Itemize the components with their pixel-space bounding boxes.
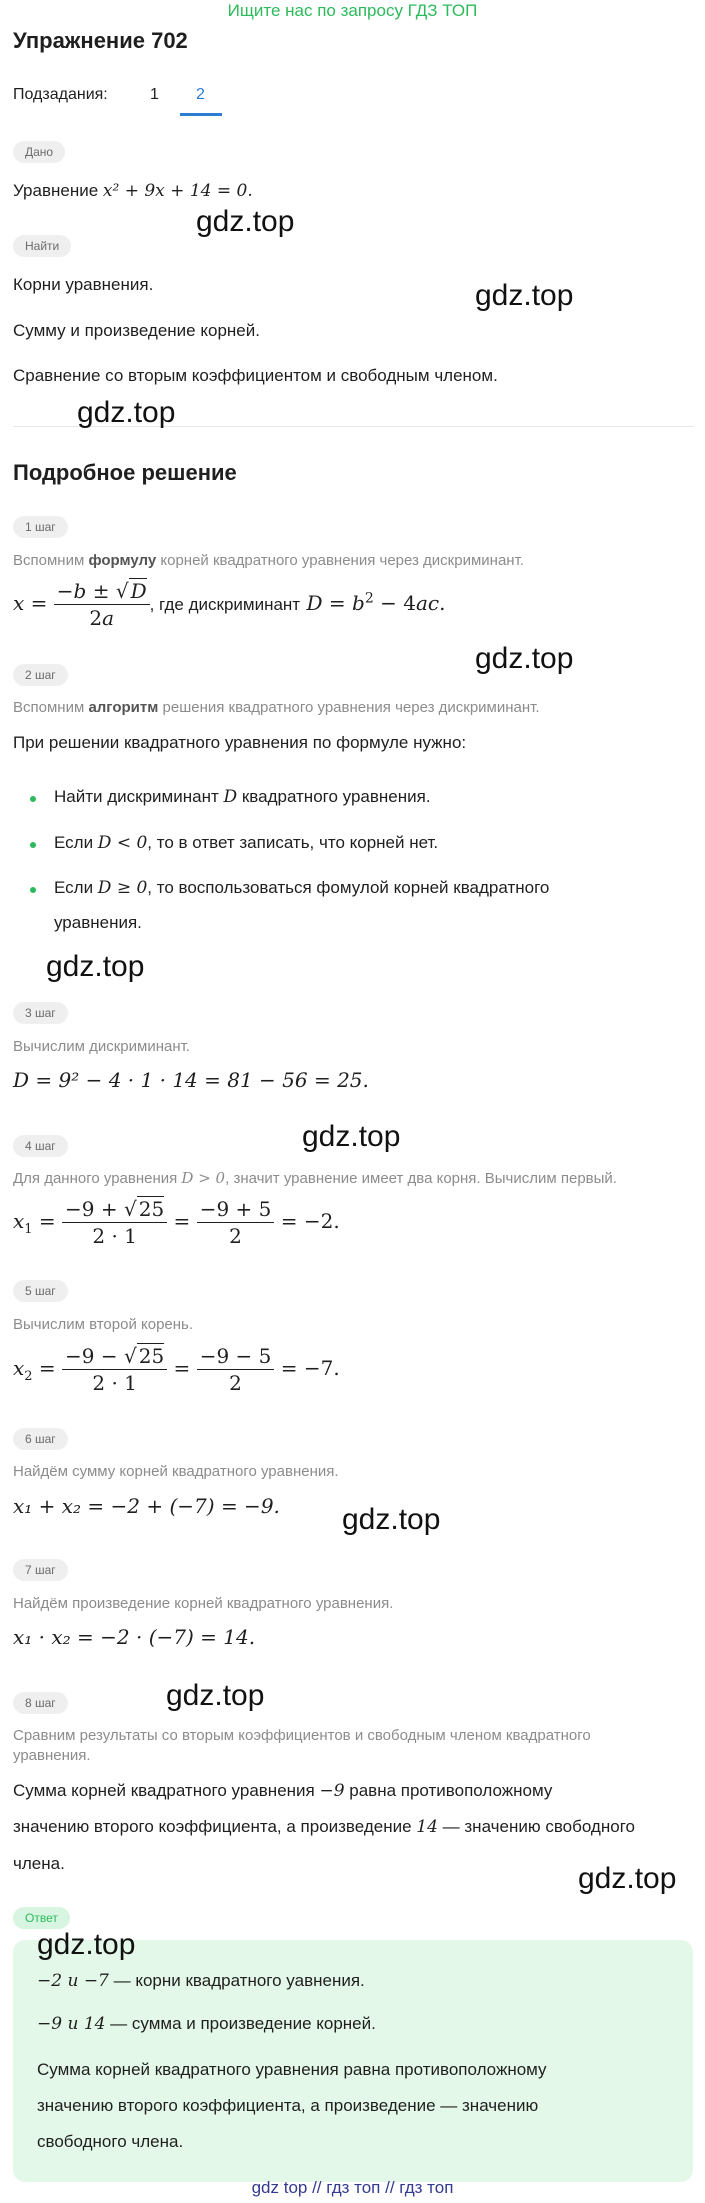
step-6-chip: 6 шаг (13, 1428, 68, 1450)
step-7-text: Найдём произведение корней квадратного уравнения. (13, 1595, 394, 1612)
step-8-text: Сравним результаты со вторым коэффициентов и свободным членом квадратного (13, 1727, 591, 1744)
step-6-equation: x₁ + x₂ = −2 + (−7) = −9. (13, 1494, 280, 1518)
watermark: gdz.top (475, 642, 574, 675)
find-item: Сумму и произведение корней. (13, 321, 260, 340)
bullet-item-cont: уравнения. (54, 913, 142, 932)
step-3-chip: 3 шаг (13, 1002, 68, 1024)
page-title: Упражнение 702 (13, 28, 188, 53)
bullet-item: Найти дискриминант D квадратного уравнения. (54, 787, 431, 807)
search-banner: Ищите нас по запросу ГДЗ ТОП (227, 1, 478, 20)
step-8-paragraph: Сумма корней квадратного уравнения −9 равна противоположному (13, 1781, 553, 1801)
bullet-dot (30, 842, 36, 848)
subtask-tab-1[interactable]: 1 (150, 86, 159, 103)
step-8-text-cont: уравнения. (13, 1747, 91, 1764)
given-chip: Дано (13, 141, 65, 163)
answer-line: значению второго коэффициента, а произведение — значению (37, 2096, 539, 2115)
step-5-text: Вычислим второй корень. (13, 1316, 194, 1333)
find-item: Корни уравнения. (13, 275, 154, 294)
answer-line: свободного члена. (37, 2132, 184, 2151)
watermark: gdz.top (46, 950, 145, 983)
step-2-intro: При решении квадратного уравнения по формуле нужно: (13, 733, 467, 752)
active-tab-underline (180, 113, 222, 116)
watermark: gdz.top (77, 396, 176, 429)
step-8-chip: 8 шаг (13, 1692, 68, 1714)
answer-line: −9 и 14 — сумма и произведение корней. (37, 2014, 376, 2034)
watermark: gdz.top (196, 205, 295, 238)
step-7-chip: 7 шаг (13, 1559, 68, 1581)
find-chip: Найти (13, 235, 71, 257)
step-1-chip: 1 шаг (13, 516, 68, 538)
step-4-formula: $x_1$ = $\frac{-9 + √ 25}{2 \cdot 1}$ = $\frac{-9 + 5}{2}$ = −2. (13, 1197, 340, 1248)
watermark: gdz.top (342, 1503, 441, 1536)
given-line (13, 178, 253, 204)
step-8-paragraph: значению второго коэффициента, а произведение 14 — значению свободного (13, 1817, 635, 1837)
answer-line: −2 и −7 — корни квадратного уавнения. (37, 1971, 365, 1991)
footer-links[interactable]: gdz top // гдз топ // гдз топ (251, 2178, 454, 2197)
step-4-text: Для данного уравнения D > 0, значит уравнение имеет два корня. Вычислим первый. (13, 1169, 617, 1187)
bullet-item: Если D < 0, то в ответ записать, что корней нет. (54, 833, 439, 853)
watermark: gdz.top (166, 1679, 265, 1712)
bullet-dot (30, 796, 36, 802)
bullet-item: Если D ≥ 0, то воспользоваться фомулой корней квадратного (54, 878, 550, 898)
step-1-formula: x = $\frac{-b \pm √ D}{2a}$ , где дискриминант $D = b^2 - 4ac$. (13, 579, 446, 630)
watermark: gdz.top (37, 1928, 136, 1961)
solution-title: Подробное решение (13, 460, 237, 485)
step-2-text: Вспомним алгоритм решения квадратного уравнения через дискриминант. (13, 699, 540, 716)
watermark: gdz.top (302, 1120, 401, 1153)
watermark: gdz.top (578, 1862, 677, 1895)
find-item: Сравнение со вторым коэффициентом и свободным членом. (13, 366, 498, 385)
answer-chip: Ответ (13, 1907, 70, 1929)
bullet-dot (30, 887, 36, 893)
step-5-formula: $x_2$ = $\frac{-9 - √ 25}{2 \cdot 1}$ = $\frac{-9 - 5}{2}$ = −7. (13, 1344, 340, 1395)
step-5-chip: 5 шаг (13, 1280, 68, 1302)
step-6-text: Найдём сумму корней квадратного уравнения. (13, 1463, 339, 1480)
subtasks-label: Подзадания: (13, 86, 108, 103)
step-7-equation: x₁ · x₂ = −2 · (−7) = 14. (13, 1625, 256, 1649)
step-3-equation: D = 9² − 4 · 1 · 14 = 81 − 56 = 25. (13, 1068, 369, 1092)
step-4-chip: 4 шаг (13, 1135, 68, 1157)
step-1-text: Вспомним формулу корней квадратного уравнения через дискриминант. (13, 552, 524, 569)
watermark: gdz.top (475, 279, 574, 312)
step-8-paragraph: члена. (13, 1854, 65, 1873)
given-equation: x² + 9x + 14 = 0. (102, 181, 253, 201)
answer-line: Сумма корней квадратного уравнения равна противоположному (37, 2060, 547, 2079)
step-3-text: Вычислим дискриминант. (13, 1038, 190, 1055)
subtask-tab-2[interactable]: 2 (196, 86, 205, 103)
given-prefix: Уравнение (13, 181, 99, 200)
step-2-chip: 2 шаг (13, 664, 68, 686)
